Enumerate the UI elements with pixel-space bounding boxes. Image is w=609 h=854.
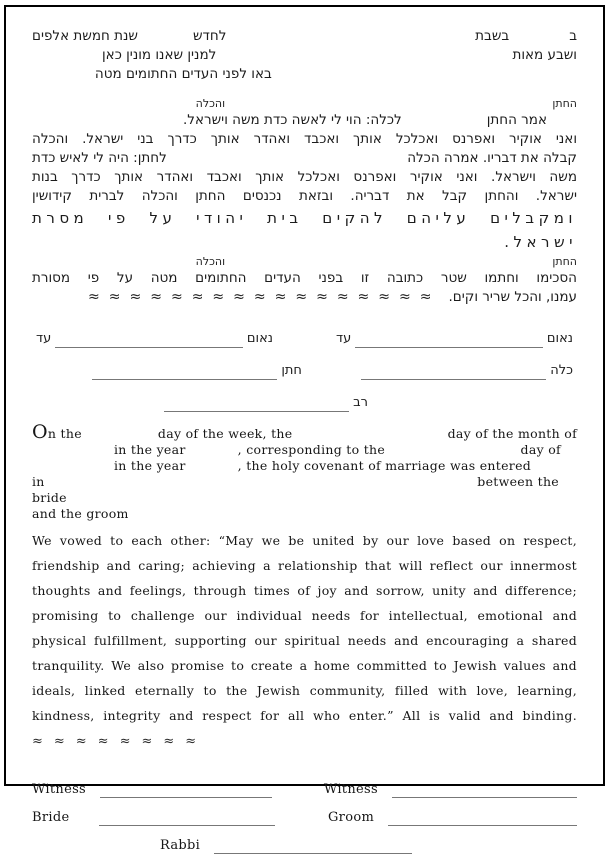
- agreement-line: הסכימו וחתמו שטר כתובה זו בפני העדים החתומים מטה על פי מסורת: [32, 270, 577, 286]
- flourish-divider-english: ≈≈≈≈≈≈≈≈: [32, 734, 208, 749]
- hebrew-date-line: [32, 27, 577, 46]
- on-the-label: On the: [32, 421, 82, 443]
- vows-paragraph: [32, 528, 577, 754]
- bride-signature-line[interactable]: [99, 810, 274, 826]
- chatan-label: חתן: [281, 363, 302, 378]
- groom-vow-line: ואני אוקיר ואפרנס ואכלכל אותך ואכבד ואהדר אותך כדרך בני ישראל. והכלה: [32, 131, 577, 147]
- seven-hundred-label: ושבע מאות: [512, 47, 577, 63]
- day-prefix-label: ב: [569, 28, 577, 44]
- rav-label: רב: [353, 395, 368, 410]
- day-of-label: day of: [520, 442, 561, 457]
- closing-text: עמנו, והכל שריר וקים.: [448, 289, 577, 305]
- bride-groom-signature-row: [32, 810, 577, 826]
- witness-signature-row: [32, 782, 577, 798]
- page-border: [4, 5, 605, 853]
- bride-speech-text: לחתן: היה לי לאיש כדת: [32, 150, 167, 166]
- rabbi-signature-row: [160, 838, 577, 854]
- kallah-signature-line[interactable]: [361, 365, 546, 380]
- groom-signature-line[interactable]: [388, 810, 577, 826]
- jewish-home-line: ומקבלים עליהם להקים בית יהודי על פי מסרת ישראל.: [32, 209, 577, 251]
- english-bride-line: [32, 490, 577, 506]
- bride-word-label: bride: [32, 490, 67, 505]
- covenant-line: ישראל. והחתן קבל את דבריה. ובזאת נכנסים החתן והכלה לברית קידושין: [32, 188, 577, 204]
- rav-signature-line[interactable]: [164, 399, 349, 412]
- bride-declaration-line: [32, 149, 577, 168]
- in-the-year-label-1: in the year: [114, 442, 186, 457]
- witness1-signature-line[interactable]: [100, 782, 272, 798]
- groom-declaration-line: [32, 111, 577, 130]
- hebrew-parties-line-2: [32, 254, 577, 269]
- neum-label-2: נאום: [246, 331, 273, 346]
- witness2-signature-line[interactable]: [392, 782, 577, 798]
- hebrew-couple-signature-row: [32, 361, 577, 380]
- witness1-hebrew-signature-line[interactable]: [355, 333, 543, 348]
- hebrew-witnesses-line: באו לפני העדים החתומים מטה: [94, 66, 272, 82]
- english-year-line-1: [32, 442, 577, 458]
- english-section: [32, 421, 577, 854]
- ed-label-2: עד: [36, 331, 52, 346]
- beshabbat-label: בשבת: [475, 28, 510, 44]
- witness2-hebrew-signature-line[interactable]: [55, 333, 243, 348]
- lachodesh-label: לחדש: [192, 28, 227, 44]
- day-of-week-label: day of the week, the: [157, 426, 293, 441]
- bride-label-hebrew: והכלה: [195, 97, 226, 110]
- english-date-line: [32, 421, 577, 443]
- witness1-label: Witness: [32, 782, 87, 797]
- english-year-line-2: [32, 458, 577, 474]
- in-the-year-label-2: in the year: [114, 458, 186, 473]
- neum-label-1: נאום: [546, 331, 573, 346]
- bride-said-label: קבלה את דבריו. אמרה הכלה: [407, 150, 577, 166]
- groom-label: Groom: [328, 810, 375, 825]
- groom-label-hebrew-2: החתן: [552, 255, 577, 268]
- witness2-label: Witness: [323, 782, 378, 797]
- corresponding-label: , corresponding to the: [237, 442, 386, 457]
- kallah-label: כלה: [550, 363, 573, 378]
- and-the-groom-label: and the groom: [32, 506, 129, 521]
- chatan-signature-line[interactable]: [92, 365, 277, 380]
- covenant-entered-label: , the holy covenant of marriage was entered: [237, 458, 532, 473]
- groom-label-hebrew: החתן: [552, 97, 577, 110]
- flourish-divider-hebrew: ≈≈≈≈≈≈≈≈≈≈≈≈≈≈≈≈≈: [88, 289, 441, 305]
- english-groom-line: [32, 506, 577, 522]
- bride-label: Bride: [32, 810, 70, 825]
- vows-text: We vowed to each other: “May we be united by our love based on respect, friendship and caring; achieving a relationship that will reflect our innermost thoughts and feelings, through times of joy and sorrow, unity and difference; promising to challenge our individual needs for intellectual, emotional and physical fulfillment, supporting our spiritual needs and encouraging a shared tranquility. We also promise to create a home committed to Jewish values and ideals, linked eternally to the Jewish community, filled with love, learning, kindness, integrity and respect for all who enter.” All is valid and binding.: [32, 533, 577, 723]
- rabbi-signature-line[interactable]: [214, 838, 412, 854]
- english-place-line: [32, 474, 577, 490]
- bride-vow-line: משה וישראל. ואני אוקיר ואפרנס ואכלכל אותך ואכבד ואהדר אותך כדרך בנות: [32, 169, 577, 185]
- month-of-label: day of the month of: [447, 426, 577, 441]
- groom-said-label: אמר החתן: [486, 112, 547, 128]
- in-label: in: [32, 474, 45, 489]
- hebrew-parties-line: [32, 96, 577, 111]
- year-five-thousand-label: שנת חמשת אלפים: [32, 28, 138, 44]
- hebrew-rabbi-signature-row: [32, 393, 577, 412]
- bride-label-hebrew-2: והכלה: [195, 255, 226, 268]
- hebrew-year-line: [32, 46, 577, 65]
- hebrew-witness-signature-row: [32, 329, 577, 348]
- leminyan-label: למנין שאנו מונין כאן: [102, 47, 217, 63]
- closing-line: [32, 288, 577, 307]
- ed-label-1: עד: [336, 331, 352, 346]
- hebrew-section: [32, 27, 577, 412]
- groom-speech-text: לכלה: הוי לי לאשה כדת משה וישראל.: [183, 112, 402, 128]
- rabbi-label: Rabbi: [160, 838, 201, 853]
- between-the-label: between the: [477, 474, 559, 489]
